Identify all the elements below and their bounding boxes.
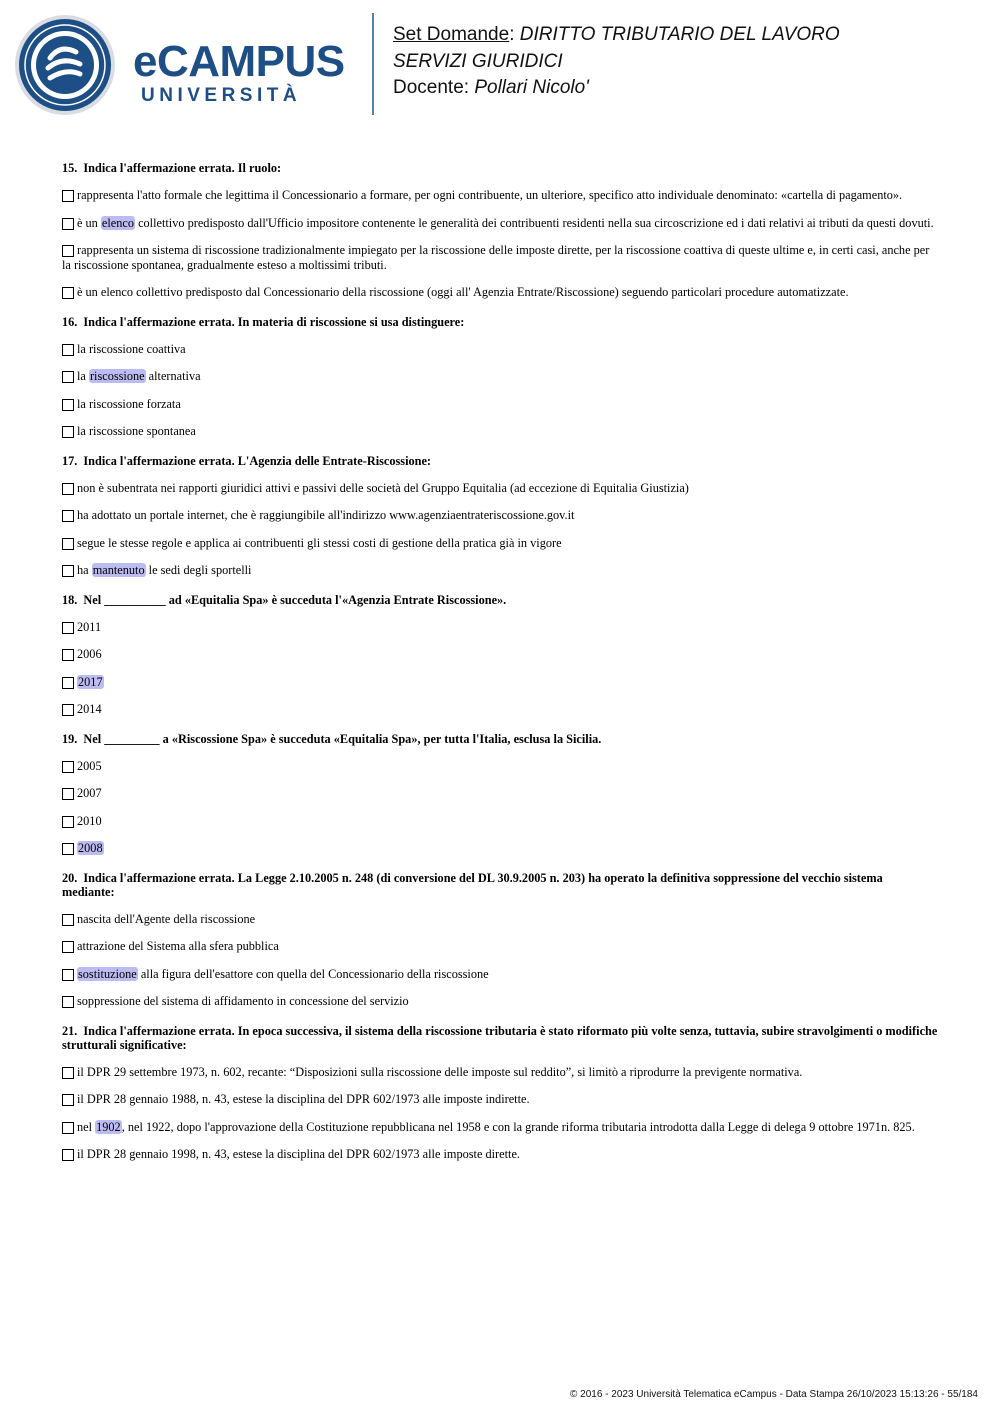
question-number: 21. bbox=[62, 1023, 78, 1038]
answer-checkbox[interactable] bbox=[62, 510, 74, 522]
option-text: ha adottato un portale internet, che è raggiungibile all'indirizzo www.agenziaentrateriscossione.gov.it bbox=[77, 508, 575, 522]
brand-subtitle: UNIVERSITÀ bbox=[141, 85, 302, 106]
option-text: rappresenta l'atto formale che legittima il Concessionario a formare, per ogni contribuente, un ulteriore, specifico atto individuale denominato: «cartella di pagamento». bbox=[77, 188, 903, 202]
question-number: 18. bbox=[62, 592, 78, 607]
ecampus-seal-logo bbox=[14, 14, 116, 116]
header-divider bbox=[372, 13, 374, 115]
option-text: la riscossione coattiva bbox=[77, 341, 186, 356]
option-text: le sedi degli sportelli bbox=[145, 563, 252, 577]
answer-option bbox=[62, 1120, 938, 1135]
option-text: segue le stesse regole e applica ai contribuenti gli stessi costi di gestione della pratica già in vigore bbox=[77, 535, 562, 550]
answer-checkbox[interactable] bbox=[62, 996, 74, 1008]
highlighted-text: sostituzione bbox=[78, 966, 137, 981]
answer-option bbox=[62, 912, 938, 927]
question-text: Indica l'affermazione errata. In epoca successiva, il sistema della riscossione tributaria è stato riformato più volte senza, tuttavia, subire stravolgimenti o modifiche strutturali significative: bbox=[62, 1023, 938, 1052]
option-text: il DPR 28 gennaio 1998, n. 43, estese la disciplina del DPR 602/1973 alle imposte dirette. bbox=[77, 1147, 520, 1161]
question-number: 16. bbox=[62, 314, 78, 329]
answer-option bbox=[62, 397, 938, 412]
highlighted-text: 2017 bbox=[78, 674, 103, 689]
answer-checkbox[interactable] bbox=[62, 704, 74, 716]
option-text: 2014 bbox=[77, 702, 102, 716]
course-name: DIRITTO TRIBUTARIO DEL LAVORO bbox=[519, 24, 840, 45]
question-text: Nel __________ ad «Equitalia Spa» è succeduta l'«Agenzia Entrate Riscossione». bbox=[83, 592, 507, 607]
question-text: Nel _________ a «Riscossione Spa» è succeduta «Equitalia Spa», per tutta l'Italia, esclusa la Sicilia. bbox=[83, 731, 602, 746]
answer-checkbox[interactable] bbox=[62, 969, 74, 981]
answer-option bbox=[62, 243, 938, 272]
option-text: il DPR 28 gennaio 1988, n. 43, estese la disciplina del DPR 602/1973 alle imposte indirette. bbox=[77, 1092, 530, 1106]
option-text: attrazione del Sistema alla sfera pubblica bbox=[77, 939, 279, 953]
answer-option bbox=[62, 285, 938, 300]
page-footer: © 2016 - 2023 Università Telematica eCampus - Data Stampa 26/10/2023 15:13:26 - 55/184 bbox=[570, 1389, 978, 1400]
question-title bbox=[62, 593, 938, 607]
answer-option bbox=[62, 647, 938, 662]
ecampus-brand bbox=[133, 37, 355, 106]
answer-checkbox[interactable] bbox=[62, 190, 74, 202]
option-text: 2011 bbox=[77, 619, 102, 634]
teacher-line bbox=[393, 75, 840, 102]
question-title bbox=[62, 1024, 938, 1052]
answer-option bbox=[62, 563, 938, 578]
answer-option bbox=[62, 994, 938, 1009]
option-text: la riscossione spontanea bbox=[77, 424, 196, 438]
answer-checkbox[interactable] bbox=[62, 1094, 74, 1106]
question-number: 17. bbox=[62, 453, 78, 468]
highlighted-text: 2008 bbox=[78, 841, 103, 855]
question-number: 20. bbox=[62, 870, 78, 885]
answer-option bbox=[62, 814, 938, 829]
option-text: collettivo predisposto dall'Ufficio impositore contenente le generalità dei contribuenti residenti nella sua circoscrizione ed i dati relativi ai tributi da questi dovuti. bbox=[135, 215, 934, 230]
answer-checkbox[interactable] bbox=[62, 287, 74, 299]
answer-checkbox[interactable] bbox=[62, 941, 74, 953]
question-title bbox=[62, 732, 938, 746]
answer-checkbox[interactable] bbox=[62, 538, 74, 550]
option-text: 2005 bbox=[77, 758, 102, 773]
answer-checkbox[interactable] bbox=[62, 344, 74, 356]
option-text: la riscossione forzata bbox=[77, 396, 181, 411]
question-19 bbox=[62, 732, 938, 856]
answer-option bbox=[62, 188, 938, 203]
answer-checkbox[interactable] bbox=[62, 371, 74, 383]
option-text: 2006 bbox=[77, 647, 102, 661]
answer-option bbox=[62, 702, 938, 717]
question-title bbox=[62, 454, 938, 468]
answer-checkbox[interactable] bbox=[62, 565, 74, 577]
question-number: 19. bbox=[62, 731, 78, 746]
answer-option bbox=[62, 759, 938, 774]
answer-option bbox=[62, 342, 938, 357]
option-text: alla figura dell'esattore con quella del Concessionario della riscossione bbox=[137, 966, 489, 981]
option-text: ha bbox=[77, 563, 92, 577]
question-number: 15. bbox=[62, 161, 78, 175]
option-text: alternativa bbox=[145, 369, 201, 383]
option-text: il DPR 29 settembre 1973, n. 602, recante: “Disposizioni sulla riscossione delle imposte sul reddito”, si limitò a riprodurre la previgente normativa. bbox=[77, 1064, 803, 1079]
teacher-label: Docente: bbox=[393, 77, 470, 98]
answer-checkbox[interactable] bbox=[62, 218, 74, 230]
answer-checkbox[interactable] bbox=[62, 788, 74, 800]
answer-option bbox=[62, 620, 938, 635]
answer-option bbox=[62, 536, 938, 551]
answer-checkbox[interactable] bbox=[62, 483, 74, 495]
question-17 bbox=[62, 454, 938, 578]
answer-option bbox=[62, 481, 938, 496]
answer-checkbox[interactable] bbox=[62, 843, 74, 855]
set-label: Set Domande bbox=[393, 24, 510, 45]
question-21 bbox=[62, 1024, 938, 1162]
answer-option bbox=[62, 1065, 938, 1080]
answer-checkbox[interactable] bbox=[62, 914, 74, 926]
option-text: 2010 bbox=[77, 813, 102, 828]
option-text: la bbox=[77, 369, 89, 383]
question-title bbox=[62, 161, 938, 175]
answer-checkbox[interactable] bbox=[62, 245, 74, 257]
question-18 bbox=[62, 593, 938, 717]
answer-checkbox[interactable] bbox=[62, 649, 74, 661]
answer-option bbox=[62, 939, 938, 954]
answer-checkbox[interactable] bbox=[62, 1122, 74, 1134]
answer-checkbox[interactable] bbox=[62, 426, 74, 438]
questions-list bbox=[62, 161, 938, 1177]
answer-checkbox[interactable] bbox=[62, 399, 74, 411]
document-header bbox=[393, 22, 840, 102]
answer-option bbox=[62, 216, 938, 231]
highlighted-text: elenco bbox=[101, 215, 134, 230]
course-title-line2: SERVIZI GIURIDICI bbox=[393, 50, 563, 72]
question-title bbox=[62, 871, 938, 899]
answer-option bbox=[62, 675, 938, 690]
answer-option bbox=[62, 508, 938, 523]
answer-checkbox[interactable] bbox=[62, 816, 74, 828]
option-text: 2007 bbox=[77, 786, 102, 800]
question-text: Indica l'affermazione errata. L'Agenzia delle Entrate-Riscossione: bbox=[83, 453, 432, 468]
answer-checkbox[interactable] bbox=[62, 622, 74, 634]
answer-option bbox=[62, 786, 938, 801]
option-text: soppressione del sistema di affidamento in concessione del servizio bbox=[77, 994, 409, 1008]
question-20 bbox=[62, 871, 938, 1009]
question-text: Indica l'affermazione errata. La Legge 2.10.2005 n. 248 (di conversione del DL 30.9.2005 n. 203) ha operato la definitiva soppressione del vecchio sistema mediante: bbox=[62, 870, 883, 899]
answer-option bbox=[62, 1092, 938, 1107]
question-text: Indica l'affermazione errata. Il ruolo: bbox=[83, 161, 282, 175]
answer-checkbox[interactable] bbox=[62, 761, 74, 773]
course-title-line1: Set Domande: DIRITTO TRIBUTARIO DEL LAVORO bbox=[393, 24, 840, 45]
answer-option bbox=[62, 369, 938, 384]
option-text: , nel 1922, dopo l'approvazione della Costituzione repubblicana nel 1958 e con la grande riforma tributaria introdotta dalla Legge di delega 9 ottobre 1971n. 825. bbox=[121, 1119, 915, 1134]
answer-option bbox=[62, 424, 938, 439]
answer-option bbox=[62, 1147, 938, 1162]
option-text: è un bbox=[77, 215, 101, 230]
answer-checkbox[interactable] bbox=[62, 1149, 74, 1161]
highlighted-text: 1902 bbox=[96, 1119, 121, 1134]
option-text: nel bbox=[77, 1119, 96, 1134]
question-text: Indica l'affermazione errata. In materia di riscossione si usa distinguere: bbox=[83, 314, 465, 329]
highlighted-text: mantenuto bbox=[92, 563, 145, 577]
answer-checkbox[interactable] bbox=[62, 677, 74, 689]
option-text: rappresenta un sistema di riscossione tradizionalmente impiegato per la riscossione delle imposte dirette, per la riscossione coattiva di queste ultime e, in certi casi, anche per la riscossione spontanea, gradualmente esteso a moltissimi tributi. bbox=[62, 243, 930, 272]
question-15 bbox=[62, 161, 938, 300]
answer-option bbox=[62, 841, 938, 856]
highlighted-text: riscossione bbox=[89, 369, 145, 383]
question-16 bbox=[62, 315, 938, 439]
option-text: nascita dell'Agente della riscossione bbox=[77, 911, 256, 926]
option-text: non è subentrata nei rapporti giuridici attivi e passivi delle società del Gruppo Equitalia (ad eccezione di Equitalia Giustizia) bbox=[77, 480, 689, 495]
answer-checkbox[interactable] bbox=[62, 1067, 74, 1079]
option-text: è un elenco collettivo predisposto dal Concessionario della riscossione (oggi all' Agenzia Entrate/Riscossione) seguendo particolari procedure automatizzate. bbox=[77, 285, 849, 299]
brand-name: eCAMPUS bbox=[133, 37, 345, 86]
question-title bbox=[62, 315, 938, 329]
teacher-name: Pollari Nicolo' bbox=[474, 77, 589, 98]
answer-option bbox=[62, 967, 938, 982]
